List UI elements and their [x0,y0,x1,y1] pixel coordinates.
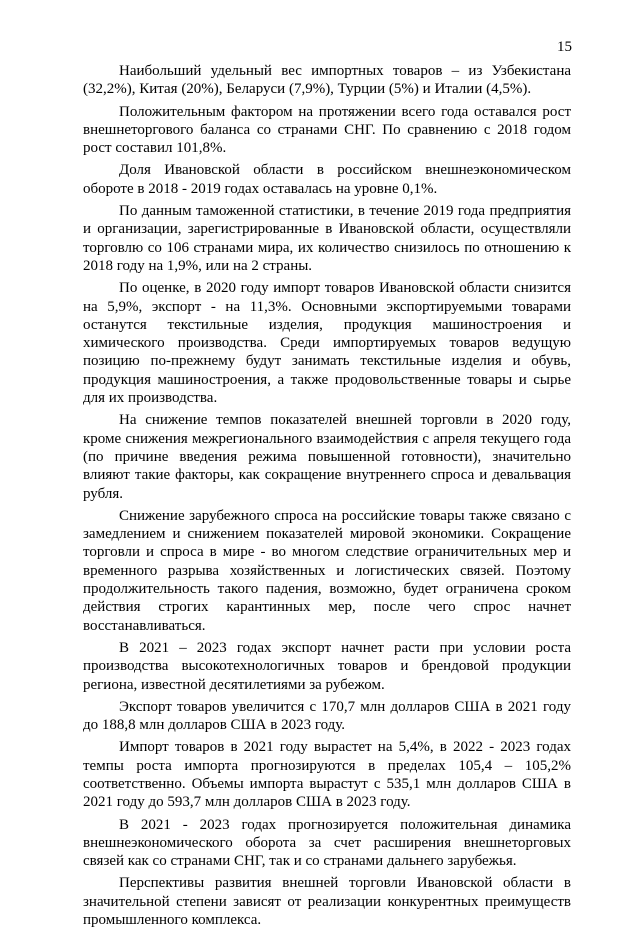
paragraph-foreign-demand: Снижение зарубежного спроса на российские товары также связано с замедлением и снижением показателей мировой экономики. Сокращение торговли и спроса в мире - во многом следствие ограничительных мер и временного разрыва хозяйственных и логистических связей. Поэтому продолжительность такого падения, возможно, будет ограничена сроком действия строгих карантинных мер, после чего спрос начнет восстанавливаться. [83,507,571,634]
paragraph-export-growth: В 2021 – 2023 годах экспорт начнет расти при условии роста производства высокотехнологичных товаров и брендовой продукции региона, известной десятилетиями за рубежом. [83,639,571,693]
paragraph-region-share: Доля Ивановской области в российском внешнеэкономическом обороте в 2018 - 2019 годах оставалась на уровне 0,1%. [83,162,571,197]
paragraph-customs-statistics: По данным таможенной статистики, в течение 2019 года предприятия и организации, зарегистрированные в Ивановской области, осуществляли торговлю со 106 странами мира, их количество снизилось по отношению к 2018 году на 1,9%, или на 2 страны. [83,203,571,274]
paragraph-export-forecast: Экспорт товаров увеличится с 170,7 млн долларов США в 2021 году до 188,8 млн долларов США в 2023 году. [83,698,571,734]
paragraph-turnover-dynamics: В 2021 - 2023 годах прогнозируется положительная динамика внешнеэкономического оборота за счет расширения внешнеторговых связей как со странами СНГ, так и со странами дальнего зарубежья. [83,816,571,870]
paragraph-trade-decline-factors: На снижение темпов показателей внешней торговли в 2020 году, кроме снижения межрегионального взаимодействия с апреля текущего года (по причине введения режима повышенной готовности), значительно влияют такие факторы, как сокращение внутреннего спроса и девальвация рубля. [83,412,571,502]
paragraph-development-prospects: Перспективы развития внешней торговли Ивановской области в значительной степени зависят от реализации конкурентных преимуществ промышленного комплекса. [83,875,571,929]
paragraph-import-forecast: Импорт товаров в 2021 году вырастет на 5,4%, в 2022 - 2023 годах темпы роста импорта прогнозируются в пределах 105,4 – 105,2% соответственно. Объемы импорта вырастут с 535,1 млн долларов США в 2021 году до 593,7 млн долларов США в 2023 году. [83,739,571,811]
paragraph-cis-balance: Положительным фактором на протяжении всего года оставался рост внешнеторгового баланса со странами СНГ. По сравнению с 2018 годом рост составил 101,8%. [83,103,571,157]
paragraph-2020-estimate: По оценке, в 2020 году импорт товаров Ивановской области снизится на 5,9%, экспорт - на 11,3%. Основными экспортируемыми товарами останутся текстильные изделия, продукция машиностроения и химического производства. Среди импортируемых товаров ведущую позицию по-прежнему будут занимать текстильные изделия и обувь, продукция машиностроения, а также продовольственные товары и сырье для их производства. [83,280,571,407]
paragraph-import-share: Наибольший удельный вес импортных товаров – из Узбекистана (32,2%), Китая (20%), Беларуси (7,9%), Турции (5%) и Италии (4,5%). [83,63,571,98]
page-number: 15 [557,39,572,55]
document-body [83,62,571,933]
